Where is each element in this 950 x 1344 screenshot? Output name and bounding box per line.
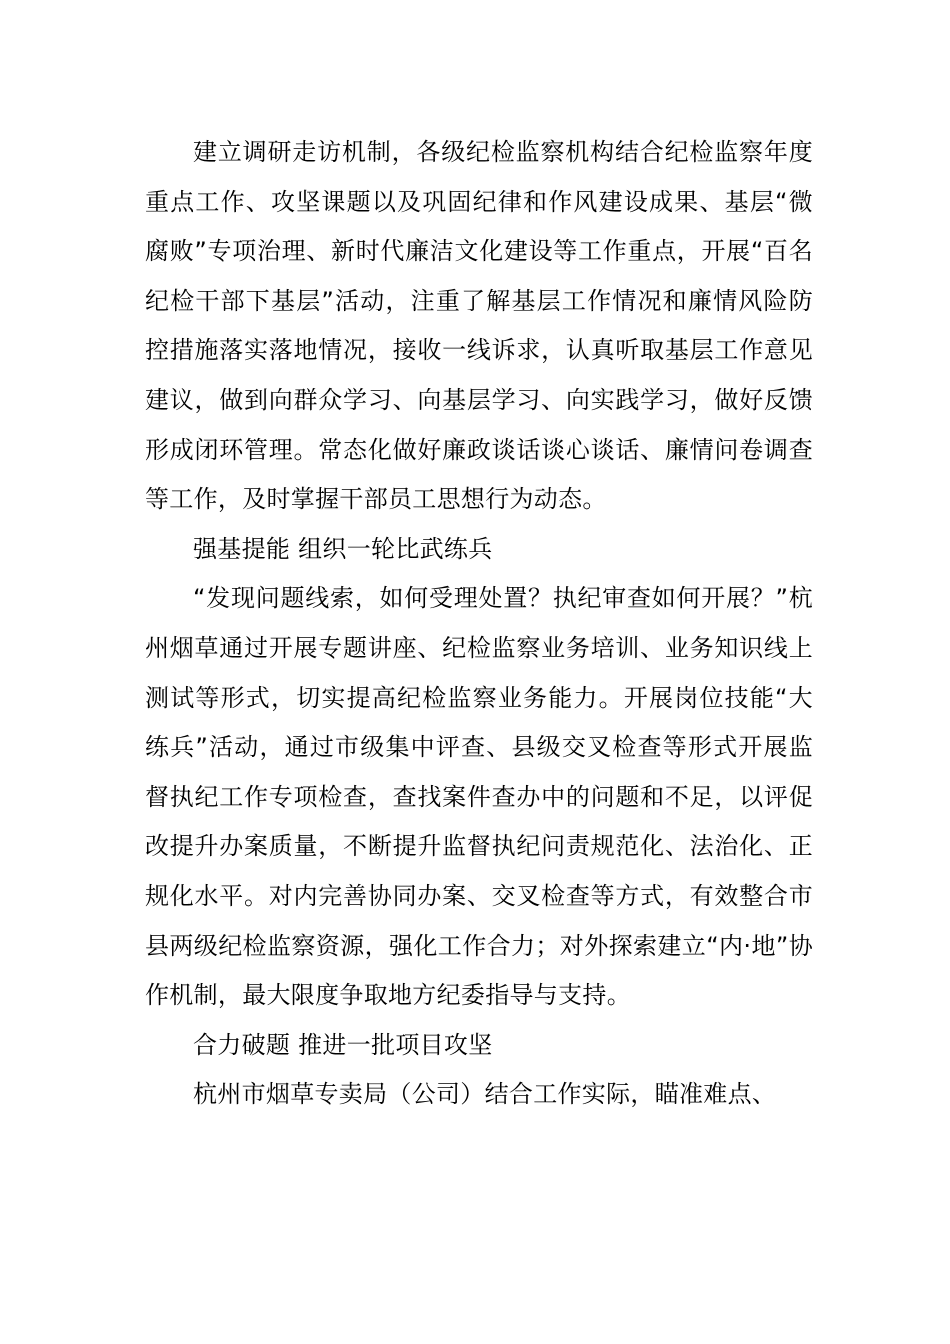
- document-body: [145, 128, 813, 1120]
- section-heading-projects: 合力破题 推进一批项目攻坚: [193, 1030, 493, 1059]
- paragraph-projects: 杭州市烟草专卖局（公司）结合工作实际，瞄准难点、: [193, 1080, 777, 1109]
- section-heading-training: 强基提能 组织一轮比武练兵: [193, 534, 493, 563]
- paragraph-training: “发现问题线索，如何受理处置？执纪审查如何开展？”杭州烟草通过开展专题讲座、纪检监察业务培训、业务知识线上测试等形式，切实提高纪检监察业务能力。开展岗位技能“大练兵”活动，通过市级集中评查、县级交叉检查等形式开展监督执纪工作专项检查，查找案件查办中的问题和不足，以评促改提升办案质量，不断提升监督执纪问责规范化、法治化、正规化水平。对内完善协同办案、交叉检查等方式，有效整合市县两级纪检监察资源，强化工作合力；对外探索建立“内·地”协作机制，最大限度争取地方纪委指导与支持。: [145, 584, 813, 1010]
- paragraph-research-mechanism: 建立调研走访机制，各级纪检监察机构结合纪检监察年度重点工作、攻坚课题以及巩固纪律和作风建设成果、基层“微腐败”专项治理、新时代廉洁文化建设等工作重点，开展“百名纪检干部下基层”活动，注重了解基层工作情况和廉情风险防控措施落实落地情况，接收一线诉求，认真听取基层工作意见建议，做到向群众学习、向基层学习、向实践学习，做好反馈形成闭环管理。常态化做好廉政谈话谈心谈话、廉情问卷调查等工作，及时掌握干部员工思想行为动态。: [145, 138, 813, 514]
